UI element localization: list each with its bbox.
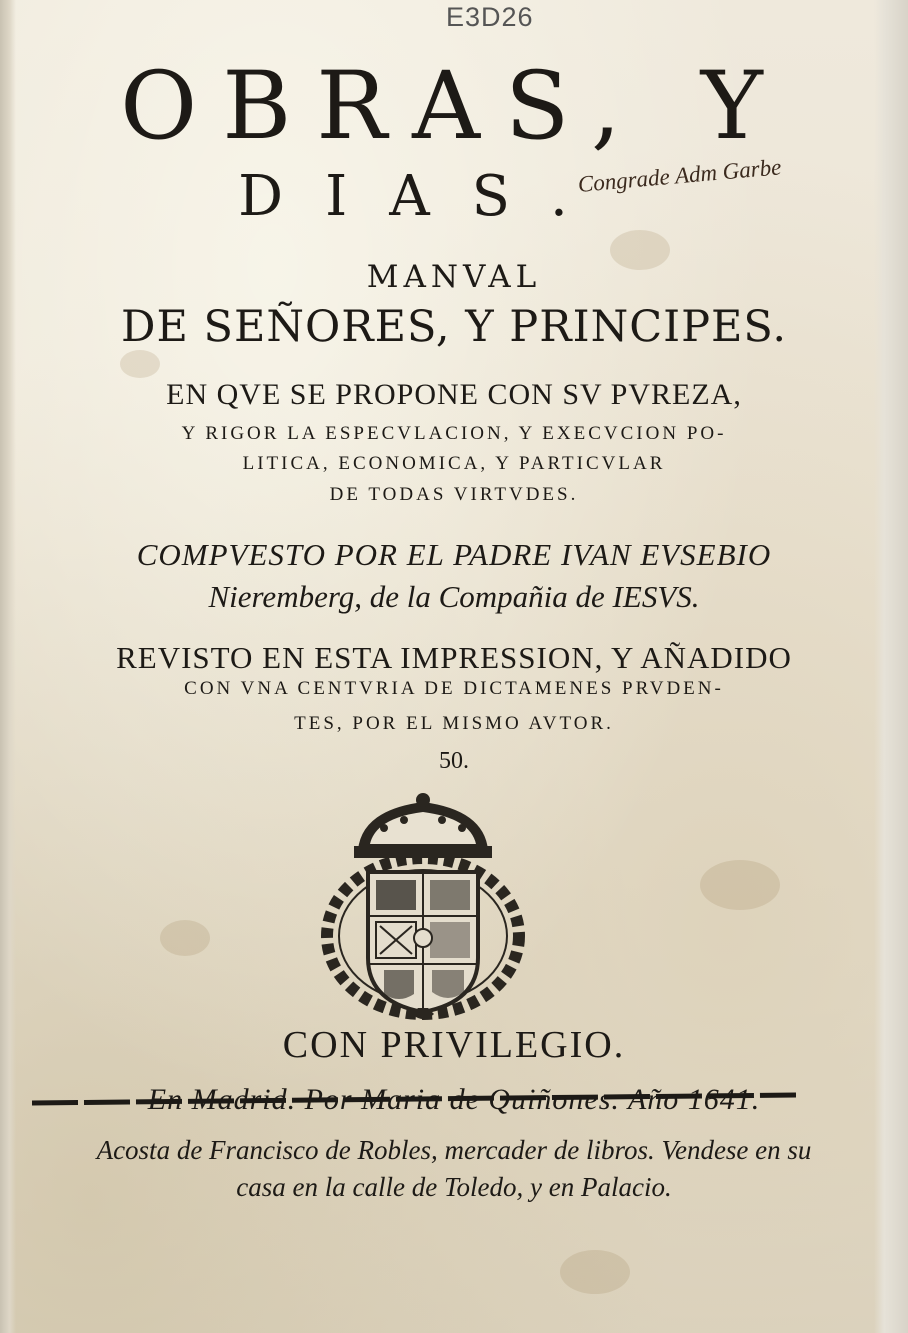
foxing-spot xyxy=(700,860,780,910)
manuscript-signature: Congrade Adm Garbe xyxy=(576,154,783,197)
foxing-spot xyxy=(560,1250,630,1294)
title-line-1: OBRAS, Y xyxy=(120,52,788,161)
author-line-1: COMPVESTO POR EL PADRE IVAN EVSEBIO xyxy=(136,537,772,572)
title-line-2: DIAS. xyxy=(238,164,610,229)
shelfmark-annotation: E3D26 xyxy=(446,2,534,32)
imprint-line-2: Acosta de Francisco de Robles, mercader de libros. Vendese en su xyxy=(96,1135,812,1165)
description-line-2: Y RIGOR LA ESPECVLACION, Y EXECVCION PO- xyxy=(181,423,727,444)
description-line-3: LITICA, ECONOMICA, Y PARTICVLAR xyxy=(242,453,666,474)
edition-line-3: TES, POR EL MISMO AVTOR. xyxy=(294,713,614,734)
edition-number: 50. xyxy=(439,748,469,774)
author-line-2: Nieremberg, de la Compañia de IESVS. xyxy=(208,579,700,614)
privilege-statement: CON PRIVILEGIO. xyxy=(282,1024,626,1066)
foxing-spot xyxy=(120,350,160,378)
royal-coat-of-arms-icon xyxy=(314,788,532,1026)
subtitle-line-1: MANVAL xyxy=(366,259,542,295)
description-line-1: EN QVE SE PROPONE CON SV PVREZA, xyxy=(166,378,742,411)
foxing-spot xyxy=(160,920,210,956)
edition-line-1: REVISTO EN ESTA IMPRESSION, Y AÑADIDO xyxy=(116,640,792,675)
edition-line-2: CON VNA CENTVRIA DE DICTAMENES PRVDEN- xyxy=(184,678,724,699)
imprint-line-1: En Madrid. Por Maria de Quiñones. Año 1641. xyxy=(147,1083,761,1116)
description-line-4: DE TODAS VIRTVDES. xyxy=(329,484,579,505)
subtitle-line-2: DE SEÑORES, Y PRINCIPES. xyxy=(120,302,788,352)
imprint-line-3: casa en la calle de Toledo, y en Palacio. xyxy=(236,1172,672,1202)
